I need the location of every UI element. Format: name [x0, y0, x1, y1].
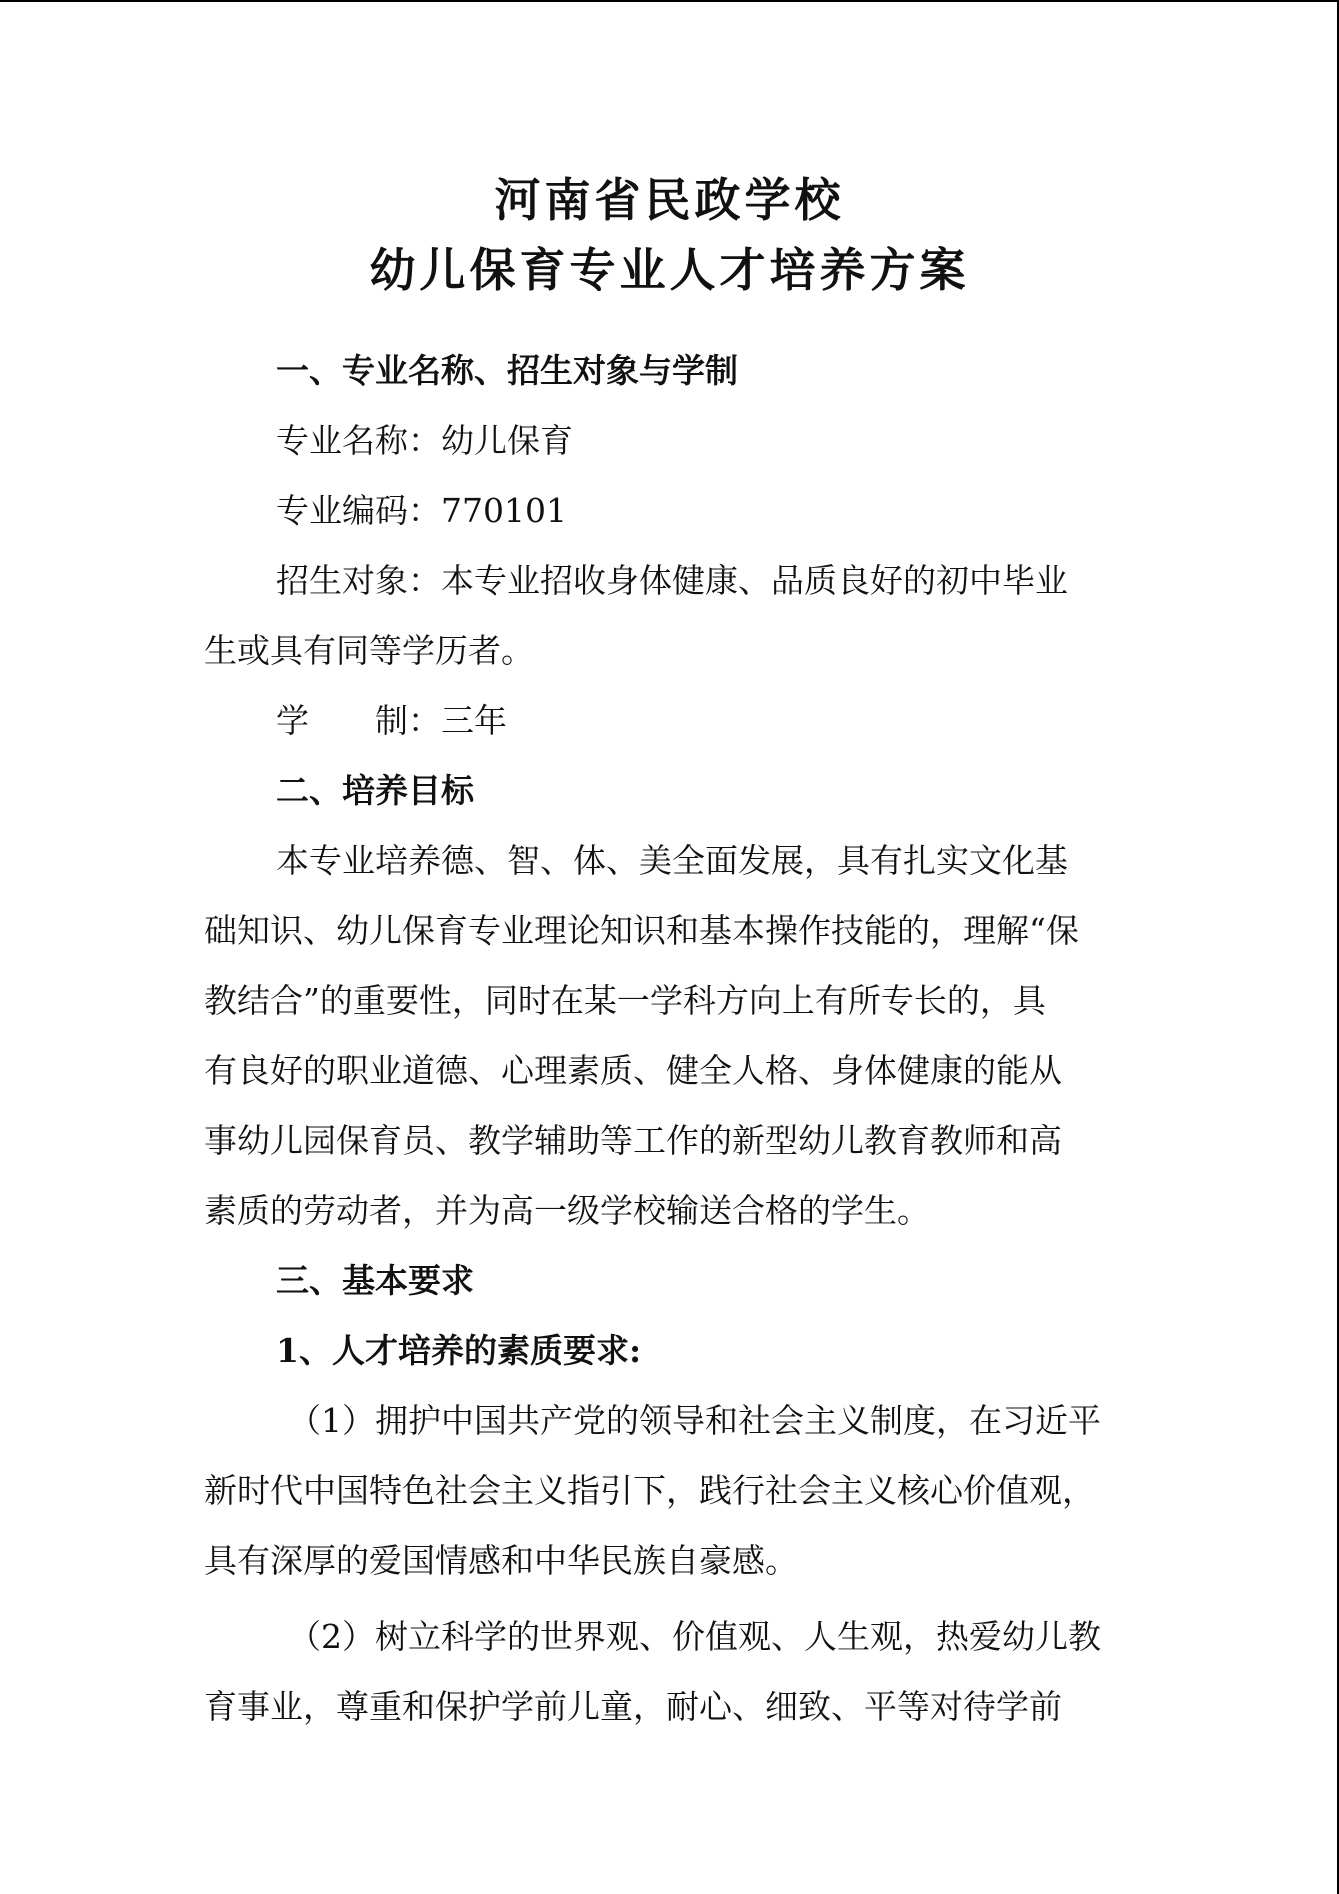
document-title: 河南省民政学校 [494, 173, 845, 227]
goal-line-4: 有良好的职业道德、心理素质、健全人格、身体健康的能从 [204, 1051, 1062, 1090]
requirement-2-line-1: （2）树立科学的世界观、价值观、人生观，热爱幼儿教 [288, 1617, 1101, 1656]
section-2-heading: 二、培养目标 [276, 771, 474, 810]
page-top-border [0, 0, 1339, 2]
document-subtitle: 幼儿保育专业人才培养方案 [369, 243, 970, 297]
enrollment-target-line-1: 招生对象：本专业招收身体健康、品质良好的初中毕业 [276, 561, 1068, 600]
requirement-2-line-2: 育事业，尊重和保护学前儿童，耐心、细致、平等对待学前 [204, 1687, 1062, 1726]
major-code: 专业编码：770101 [276, 491, 567, 530]
requirement-1-line-1: （1）拥护中国共产党的领导和社会主义制度，在习近平 [288, 1401, 1101, 1440]
section-3-subheading: 1、人才培养的素质要求: [276, 1331, 642, 1370]
goal-line-3: 教结合”的重要性，同时在某一学科方向上有所专长的，具 [204, 981, 1046, 1020]
goal-line-5: 事幼儿园保育员、教学辅助等工作的新型幼儿教育教师和高 [204, 1121, 1062, 1160]
requirement-1-line-2: 新时代中国特色社会主义指引下，践行社会主义核心价值观， [204, 1471, 1095, 1510]
document-body [204, 336, 1139, 1742]
enrollment-target-line-2: 生或具有同等学历者。 [204, 631, 534, 670]
requirement-1-line-3: 具有深厚的爱国情感和中华民族自豪感。 [204, 1541, 798, 1580]
major-name: 专业名称：幼儿保育 [276, 421, 573, 460]
section-1-heading: 一、专业名称、招生对象与学制 [276, 351, 738, 390]
goal-line-6: 素质的劳动者，并为高一级学校输送合格的学生。 [204, 1191, 930, 1230]
study-duration: 学 制：三年 [276, 701, 507, 740]
goal-line-1: 本专业培养德、智、体、美全面发展，具有扎实文化基 [276, 841, 1068, 880]
goal-line-2: 础知识、幼儿保育专业理论知识和基本操作技能的，理解“保 [204, 911, 1079, 950]
section-3-heading: 三、基本要求 [276, 1261, 474, 1300]
